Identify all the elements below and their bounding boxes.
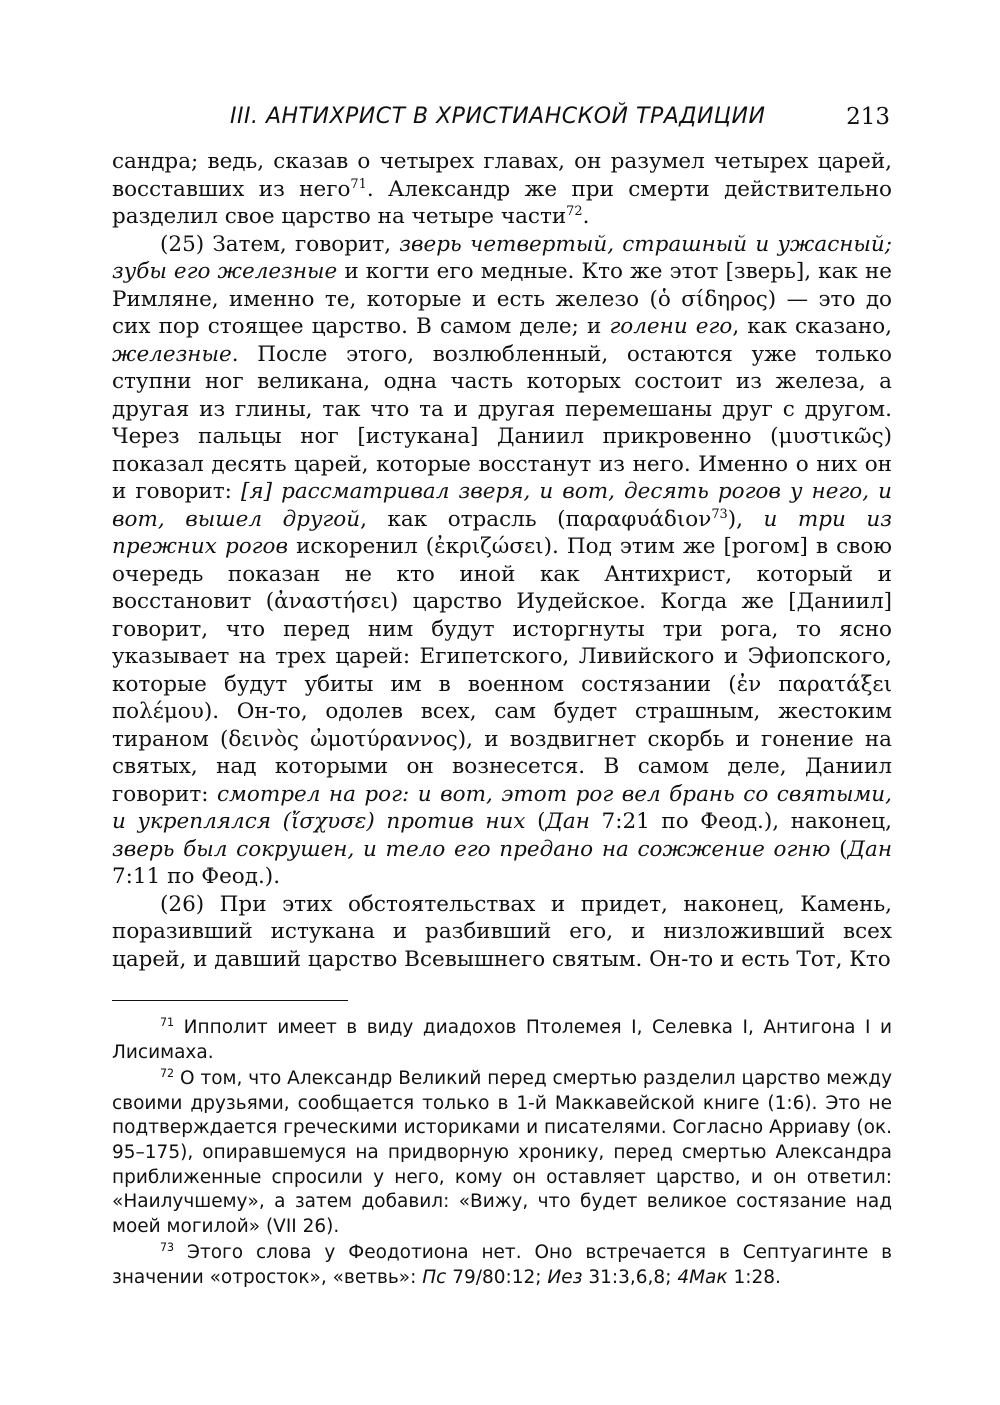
text-run: 1:28. [727,1266,781,1288]
text-run: Ипполит имеет в виду диадохов Птолемея I, Селевка I, Антигона I и Лисимаха. [112,1017,892,1063]
italic-text: Дан [545,809,590,834]
text-run: 31:3,6,8; [582,1266,678,1288]
text-run: ), [727,506,764,532]
italic-text: Пс [422,1266,447,1288]
italic-text: голени его [609,314,733,339]
text-run: . [582,204,590,229]
footnote-ref: 71 [350,176,367,192]
text-run: 7:11 по Феод.). [112,864,281,889]
italic-text: 4Мак [677,1266,728,1288]
footnote-separator [112,1000,348,1001]
text-run: ( [525,809,546,834]
italic-text: железные [112,341,232,367]
text-run: 7:21 по Феод.), наконец, [589,809,892,834]
text-run: , как отрасль (παραφυάδιον [360,506,712,532]
page-number: 213 [846,104,890,130]
text-run: , как сказано, [732,314,892,339]
text-run: (25) Затем, говорит, [160,231,400,257]
italic-text: зверь четвертый, страшный и ужасный; зубы его железные [112,231,892,284]
italic-text: смотрел на рог: и вот, этот рог вел брань со святыми, и укреплялся (ἴσχυσε) против них [112,781,892,834]
footnotes [112,1016,892,1293]
footnote-ref: 73 [160,1241,175,1255]
page-header [110,104,890,140]
text-run: Этого слова у Феодотиона нет. Оно встречается в Септуагинте в значении «отросток», «ветвь»: [112,1242,892,1288]
footnote-ref: 71 [160,1015,175,1029]
text-run: . После этого, возлюбленный, остаются уже только ступни ног великана, одна часть которых состоит из железа, а другая из глины, так что та и другая перемешаны друг с другом. Через пальцы ног [истукана] Даниил прикровенно (μυστικῶς) показал десять царей, которые восстанут из него. Именно о них он и говорит: [112,341,892,504]
footnote-ref: 73 [711,506,728,522]
text-run: 79/80:12; [446,1266,548,1288]
text-run: (26) При этих обстоятельствах и придет, наконец, Камень, поразивший истукана и разбивший его, и низложивший всех царей, и давший царство Всевышнего святым. Он-то и есть Тот, Кто [112,891,892,972]
italic-text: [я] рассматривал зверя, и вот, десять рогов у него, и вот, вышел другой [112,479,892,532]
italic-text: Дан [847,836,892,862]
paragraph-3 [112,891,892,974]
footnote-3 [112,1241,892,1290]
running-head: III. АНТИХРИСТ В ХРИСТИАНСКОЙ ТРАДИЦИИ [230,104,766,129]
footnote-1 [112,1016,892,1065]
text-run: ( [830,836,848,862]
italic-text: и три из прежних рогов [112,506,892,559]
italic-text: Иез [547,1266,583,1288]
footnote-2 [112,1067,892,1239]
footnote-ref: 72 [566,203,583,219]
main-text [112,148,892,973]
text-run: и когти его медные. Кто же этот [зверь], как не Римляне, именно те, которые и есть железо (ὁ σίδηρος) — это до сих пор стоящее царство. В самом деле; и [112,259,893,339]
text-run: сандра; ведь, сказав о четырех главах, он разумел четырех царей, восставших из него [112,149,892,202]
italic-text: зверь был сокрушен, и тело его предано на сожжение огню [112,836,831,862]
text-run: О том, что Александр Великий перед смертью разделил царство между своими друзьями, сообщается только в 1-й Маккавейской книге (1:6). Это не подтверждается греческими историками и писателями. Согласно Арриаву (ок. 95–175), опиравшемуся на придворную хронику, перед смертью Александра приближенные спросили у него, кому он оставляет царство, и он ответил: «Наилучшему», а затем добавил: «Вижу, что будет великое состязание над моей могилой» (VII 26). [112,1068,893,1237]
footnote-ref: 72 [160,1067,175,1081]
paragraph-2 [112,231,892,891]
text-run: . Александр же при смерти действительно разделил свое царство на четыре части [112,176,892,229]
paragraph-1 [112,148,892,231]
text-run: искоренил (ἐκριζώσει). Под этим же [рогом] в свою очередь показан не кто иной как Антихрист, который и восстановит (ἀναστήσει) царство Иудейское. Когда же [Даниил] говорит, что перед ним будут исторгнуты три рога, то ясно указывает на трех царей: Египетского, Ливийского и Эфиопского, которые будут убиты им в военном состязании (ἐν παρατάξει πολέμου). Он-то, одолев всех, сам будет страшным, жестоким тираном (δεινὸς ὠμοτύραννος), и воздвигнет скорбь и гонение на святых, над которыми он вознесется. В самом деле, Даниил говорит: [112,534,892,807]
